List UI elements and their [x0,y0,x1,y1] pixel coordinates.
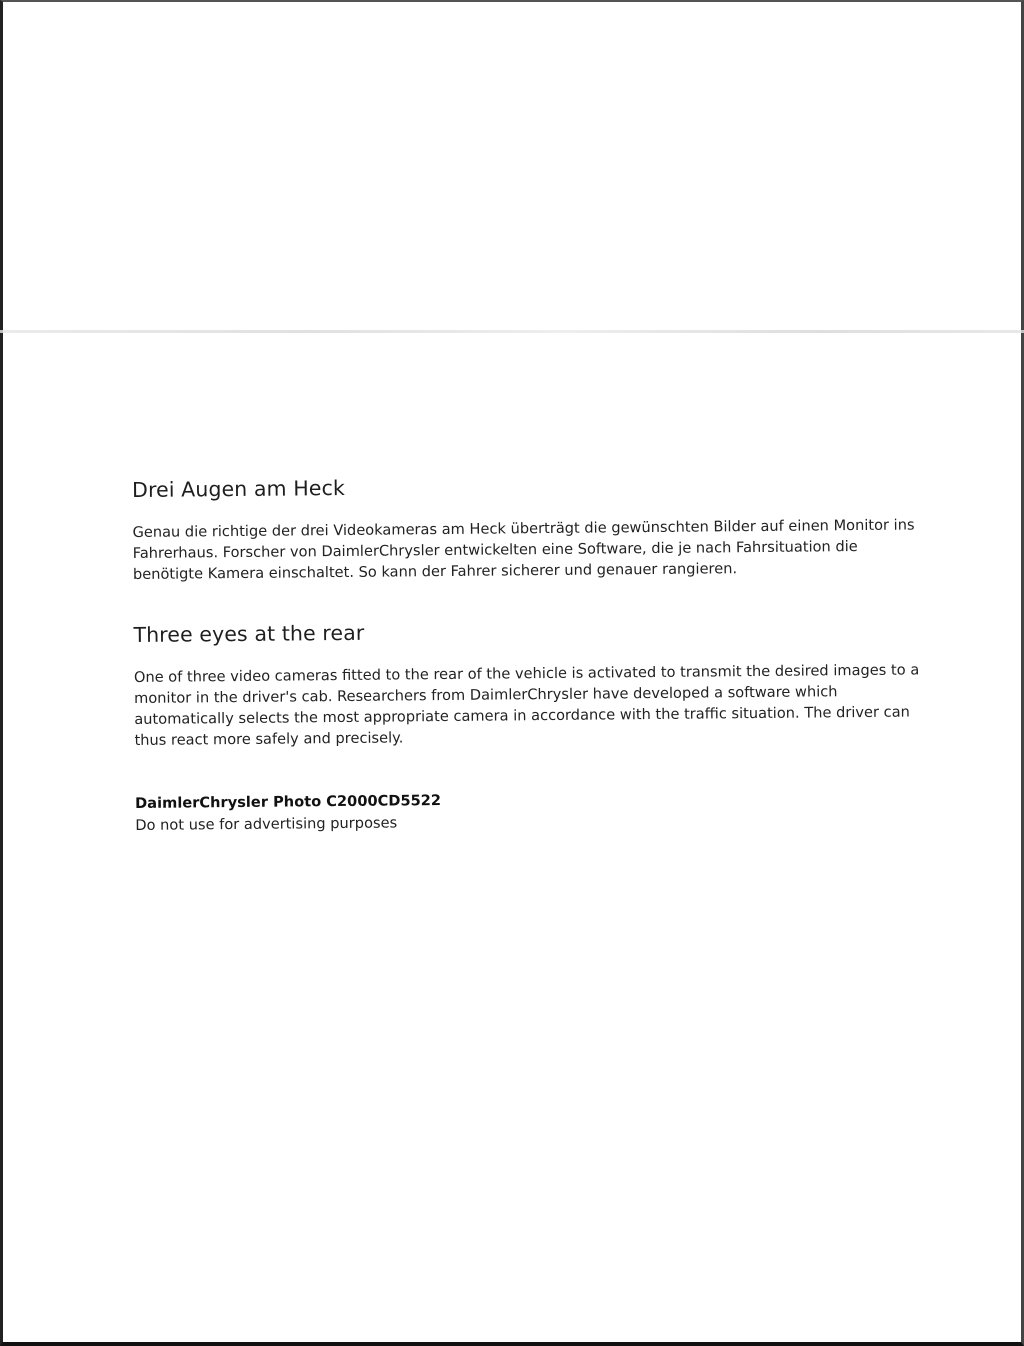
document-content [132,470,925,837]
english-paragraph: One of three video cameras fitted to the rear of the vehicle is activated to transmit the desired images to a monitor in the driver's cab. Researchers from DaimlerChrysler have developed a software which automatically selects the most appropriate camera in accordance with the traffic situation. The driver can thus react more safely and precisely. [133,661,920,749]
photo-credit [135,785,925,837]
german-paragraph: Genau die richtige der drei Videokameras am Heck überträgt die gewünschten Bilder auf einen Monitor ins Fahrerhaus. Forscher von DaimlerChrysler entwickelten eine Software, die je nach Fahrsituation die benötigte Kamera einschaltet. So kann der Fahrer sicherer und genauer rangieren. [132,516,915,583]
usage-note: Do not use for advertising purposes [135,814,398,834]
photo-id: DaimlerChrysler Photo C2000CD5522 [135,792,442,812]
english-heading: Three eyes at the rear [133,620,365,647]
fold-line [0,330,1024,333]
german-heading: Drei Augen am Heck [132,475,345,502]
